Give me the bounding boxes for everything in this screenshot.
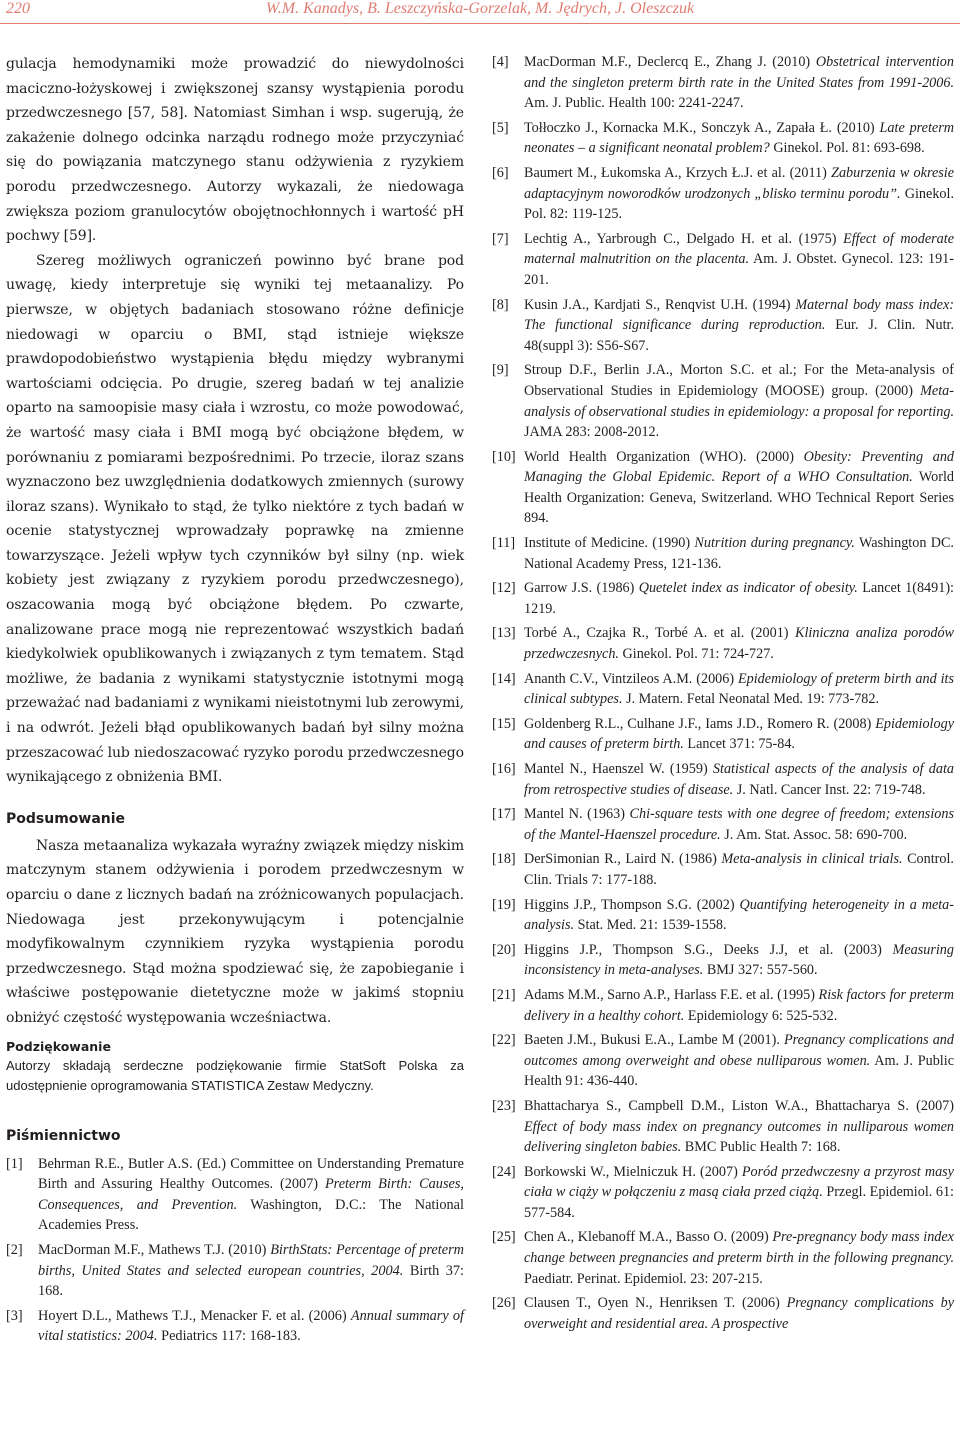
reference-num: [2] bbox=[6, 1241, 23, 1258]
reference-item bbox=[492, 163, 954, 225]
reference-num: [1] bbox=[6, 1155, 23, 1172]
reference-post: BMC Public Health 7: 168. bbox=[681, 1139, 841, 1156]
reference-pre: DerSimonian R., Laird N. (1986) bbox=[524, 851, 722, 868]
reference-pre: Stroup D.F., Berlin J.A., Morton S.C. et al.; For the Meta-analysis of Observational Studies in Epidemiology (MOOSE) group. (2000) bbox=[524, 362, 954, 399]
reference-post: Ginekol. Pol. 82: 119-125. bbox=[524, 185, 954, 223]
reference-num: [11] bbox=[492, 535, 516, 552]
reference-post: BMJ 327: 557-560. bbox=[703, 962, 818, 979]
discussion-text bbox=[6, 52, 464, 790]
reference-item bbox=[492, 533, 954, 574]
reference-title: Late preterm neonates – a significant neonatal problem? bbox=[524, 119, 954, 157]
reference-item bbox=[492, 1162, 954, 1224]
reference-post: Lancet 371: 75-84. bbox=[683, 736, 795, 753]
reference-post: Epidemiology 6: 525-532. bbox=[684, 1007, 838, 1024]
reference-title: Chi-square tests with one degree of freedom; extensions of the Mantel-Haenszel procedure. bbox=[524, 806, 954, 843]
reference-num: [23] bbox=[492, 1097, 516, 1114]
reference-pre: Ananth C.V., Vintzileos A.M. (2006) bbox=[524, 670, 738, 687]
reference-title: Pregnancy complications and outcomes among overweight and obese nulliparous women. bbox=[524, 1032, 954, 1069]
reference-post: Control. Clin. Trials 7: 177-188. bbox=[524, 851, 954, 888]
reference-title: Meta-analysis in clinical trials. bbox=[721, 851, 903, 868]
summary-text bbox=[6, 834, 464, 1031]
reference-title: Obstetrical intervention and the singleton preterm birth rate in the United States from 1991-2006. bbox=[524, 54, 954, 91]
page-header bbox=[0, 0, 960, 28]
reference-num: [6] bbox=[492, 164, 509, 181]
reference-post: J. Matern. Fetal Neonatal Med. 19: 773-782. bbox=[622, 691, 880, 708]
reference-item bbox=[492, 1030, 954, 1092]
reference-post: Przegl. Epidemiol. 61: 577-584. bbox=[524, 1184, 954, 1221]
reference-num: [9] bbox=[492, 362, 509, 379]
reference-title: Meta-analysis of observational studies in epidemiology: a proposal for reporting. bbox=[524, 382, 954, 420]
reference-num: [16] bbox=[492, 761, 516, 777]
reference-pre: Borkowski W., Mielniczuk H. (2007) bbox=[524, 1163, 742, 1180]
reference-num: [24] bbox=[492, 1163, 516, 1180]
reference-num: [26] bbox=[492, 1295, 516, 1312]
reference-post: Am. J. Public. Health 100: 2241-2247. bbox=[524, 95, 744, 112]
reference-pre: Garrow J.S. (1986) bbox=[524, 580, 639, 597]
reference-num: [7] bbox=[492, 230, 509, 247]
page-number: 220 bbox=[6, 0, 30, 17]
reference-item bbox=[492, 714, 954, 755]
reference-pre: Adams M.M., Sarno A.P., Harlass F.E. et al. (1995) bbox=[524, 986, 819, 1003]
reference-item bbox=[492, 669, 954, 710]
reference-pre: Baeten J.M., Bukusi E.A., Lambe M (2001). bbox=[524, 1032, 784, 1049]
running-head-authors: W.M. Kanadys, B. Leszczyńska-Gorzelak, M. Jędrych, J. Oleszczuk bbox=[265, 0, 695, 17]
reference-num: [5] bbox=[492, 119, 509, 136]
reference-title: Annual summary of vital statistics: 2004. bbox=[38, 1307, 464, 1345]
reference-num: [19] bbox=[492, 896, 516, 913]
reference-title: Nutrition during pregnancy. bbox=[694, 535, 855, 552]
references-heading: Piśmiennictwo bbox=[6, 1127, 121, 1144]
reference-title: Statistical aspects of the analysis of data from retrospective studies of disease. bbox=[524, 761, 955, 798]
reference-pre: MacDorman M.F., Declercq E., Zhang J. (2010) bbox=[524, 54, 816, 70]
limitations-paragraph: Szereg możliwych ograniczeń powinno być brane pod uwagę, kiedy interpretuje się wyniki tej metaanalizy. Po pierwsze, w objętych badaniach stosowano różne definicje niedowagi w oparciu o BMI, stąd istnieje większe prawdopodobieństwo wystąpienia błędu między wybranymi wartościami odcięcia. Po drugie, szereg badań w tej analizie oparto na samoopisie masy ciała i wzrostu, co może powodować, że wartość masy ciała i BMI mogą być obciążone błędem, w porównaniu z pomiarami bezpośrednimi. Po trzecie, iloraz szans wyznaczono bez uwzględnienia dodatkowych zmiennych (surowy iloraz szans). Wynikało to stąd, że tylko niektóre z tych badań w ocenie statystycznej wprowadzały poprawkę na zmienne towarzyszące. Jeżeli wpływ tych czynników był silny (np. wiek kobiety jest związany z ryzykiem porodu przedwczesnego), oszacowania mogą być obciążone błędem. Po czwarte, analizowane prace mogą nie reprezentować wszystkich badań kiedykolwiek opublikowanych i związanych z tym tematem. Stąd możliwe, że badania z wynikami statystycznie istotnymi mogą przeważać nad badaniami z wynikami nieistotnymi lub zerowymi, i na odwrót. Jeżeli błąd opublikowanych badań był silny można przeszacować lub niedoszacować ryzyko porodu przedwczesnego wynikającego z obniżenia BMI. bbox=[6, 252, 464, 786]
reference-pre: MacDorman M.F., Mathews T.J. (2010) bbox=[38, 1241, 271, 1258]
reference-title: Kliniczna analiza porodów przedwczesnych. bbox=[524, 625, 955, 663]
reference-pre: Clausen T., Oyen N., Henriksen T. (2006) bbox=[524, 1295, 787, 1312]
reference-post: Stat. Med. 21: 1539-1558. bbox=[574, 917, 727, 934]
reference-item bbox=[492, 804, 954, 845]
reference-num: [22] bbox=[492, 1032, 516, 1049]
reference-post: Am. J. Obstet. Gynecol. 123: 191-201. bbox=[524, 251, 955, 288]
reference-title: Zaburzenia w okresie adaptacyjnym noworodków urodzonych „blisko terminu porodu”. bbox=[524, 164, 955, 202]
reference-pre: Hoyert D.L., Mathews T.J., Menacker F. et al. (2006) bbox=[38, 1307, 351, 1324]
reference-title: Effect of body mass index on pregnancy outcomes in nulliparous women delivering singleton babies. bbox=[524, 1118, 954, 1156]
reference-title: Measuring inconsistency in meta-analyses. bbox=[524, 941, 954, 979]
header-rule bbox=[0, 23, 960, 24]
reference-item bbox=[6, 1240, 464, 1302]
reference-post: Eur. J. Clin. Nutr. 48(suppl 3): S56-S67. bbox=[524, 317, 954, 354]
reference-num: [12] bbox=[492, 580, 516, 597]
reference-post: Washington, D.C.: The National Academies Press. bbox=[38, 1196, 464, 1234]
reference-title: Obesity: Preventing and Managing the Global Epidemic. Report of a WHO Consultation. bbox=[524, 448, 955, 486]
reference-item bbox=[492, 895, 954, 936]
reference-pre: Institute of Medicine. (1990) bbox=[524, 535, 695, 552]
reference-item bbox=[492, 759, 954, 800]
reference-item bbox=[492, 295, 954, 357]
reference-num: [18] bbox=[492, 851, 516, 868]
reference-num: [21] bbox=[492, 986, 516, 1003]
reference-title: Pregnancy complications by overweight and residential area. A prospective bbox=[524, 1295, 954, 1332]
reference-pre: Higgins J.P., Thompson S.G., Deeks J.J, et al. (2003) bbox=[524, 941, 893, 958]
summary-paragraph: Nasza metaanaliza wykazała wyraźny związek między niskim matczynym stanem odżywienia i porodem przedwczesnym w oparciu o dane z licznych badań na zróżnicowanych populacjach. Niedowaga jest przekonywującym i potencjalnie modyfikowalnym czynnikiem ryzyka wystąpienia porodu przedwczesnego. Stąd można spodziewać się, że zapobieganie i właściwe postępowanie dietetyczne może w jakimś stopniu obniżyć częstość występowania wcześniactwa. bbox=[6, 837, 464, 1026]
reference-pre: Kusin J.A., Kardjati S., Renqvist U.H. (1994) bbox=[524, 296, 796, 313]
acknowledgement-text: Autorzy składają serdeczne podziękowanie firmie StatSoft Polska za udostępnienie oprogramowania STATISTICA Zestaw Medyczny. bbox=[6, 1057, 464, 1093]
reference-item bbox=[492, 623, 954, 664]
reference-pre: Mantel N. (1963) bbox=[524, 806, 630, 823]
reference-title: Maternal body mass index: The functional significance during reproduction. bbox=[524, 296, 954, 334]
reference-post: Am. J. Public Health 91: 436-440. bbox=[524, 1052, 954, 1090]
reference-title: Epidemiology of preterm birth and its clinical subtypes. bbox=[524, 670, 954, 708]
reference-title: Preterm Birth: Causes, Consequences, and Prevention. bbox=[38, 1176, 464, 1213]
reference-num: [17] bbox=[492, 806, 516, 823]
reference-pre: Goldenberg R.L., Culhane J.F., Iams J.D., Romero R. (2008) bbox=[524, 715, 876, 732]
reference-pre: Behrman R.E., Butler A.S. (Ed.) Committee on Understanding Premature Birth and Assuring Healthy Outcomes. (2007) bbox=[38, 1155, 464, 1193]
reference-title: Risk factors for preterm delivery in a healthy cohort. bbox=[524, 986, 954, 1024]
reference-post: J. Natl. Cancer Inst. 22: 719-748. bbox=[733, 781, 926, 798]
reference-title: Quetelet index as indicator of obesity. bbox=[638, 580, 858, 597]
reference-item bbox=[492, 849, 954, 890]
discussion-paragraph-1: gulacja hemodynamiki może prowadzić do niewydolności maciczno-łożyskowej i zwiększonej szansy wystąpienia porodu przedwczesnego [57, 58]. Natomiast Simhan i wsp. sugerują, że zakażenie dolnego odcinka narządu rodnego może przyczyniać się do powiązania matczynego stanu odżywienia z ryzykiem porodu przedwczesnego. Autorzy wykazali, że niedowaga zwiększa poziom granulocytów obojętnochłonnych i wartość pH pochwy [59]. bbox=[6, 56, 464, 245]
reference-item bbox=[492, 578, 954, 619]
summary-heading: Podsumowanie bbox=[6, 810, 126, 827]
reference-pre: Mantel N., Haenszel W. (1959) bbox=[524, 761, 713, 777]
reference-title: Quantifying heterogeneity in a meta-analysis. bbox=[524, 896, 955, 934]
reference-post: Pediatrics 117: 168-183. bbox=[157, 1328, 301, 1345]
reference-num: [10] bbox=[492, 448, 516, 465]
reference-pre: Baumert M., Łukomska A., Krzych Ł.J. et al. (2011) bbox=[524, 164, 832, 181]
reference-post: J. Am. Stat. Assoc. 58: 690-700. bbox=[720, 826, 908, 843]
reference-pre: Chen A., Klebanoff M.A., Basso O. (2009) bbox=[524, 1229, 773, 1246]
reference-item bbox=[492, 1293, 954, 1334]
reference-num: [25] bbox=[492, 1229, 516, 1246]
reference-post: JAMA 283: 2008-2012. bbox=[524, 424, 660, 441]
reference-num: [14] bbox=[492, 670, 516, 687]
right-column bbox=[492, 52, 954, 1338]
reference-title: BirthStats: Percentage of preterm births, United States and selected european countries, 2004. bbox=[38, 1241, 464, 1279]
references-list-left bbox=[6, 1154, 464, 1347]
reference-pre: Tołłoczko J., Kornacka M.K., Sonczyk A., Zapała Ł. (2010) bbox=[524, 119, 880, 136]
reference-num: [15] bbox=[492, 715, 516, 732]
reference-title: Effect of moderate maternal malnutrition on the placenta. bbox=[524, 230, 954, 268]
reference-num: [8] bbox=[492, 296, 509, 313]
reference-item bbox=[492, 1096, 954, 1158]
reference-pre: Lechtig A., Yarbrough C., Delgado H. et al. (1975) bbox=[524, 230, 844, 247]
reference-item bbox=[6, 1306, 464, 1347]
acknowledgement-heading: Podziękowanie bbox=[6, 1038, 111, 1054]
reference-num: [13] bbox=[492, 625, 516, 642]
reference-num: [20] bbox=[492, 941, 516, 958]
reference-pre: Bhattacharya S., Campbell D.M., Liston W.A., Bhattacharya S. (2007) bbox=[524, 1097, 954, 1114]
reference-item bbox=[492, 52, 954, 114]
reference-item bbox=[492, 985, 954, 1026]
reference-pre: Torbé A., Czajka R., Torbé A. et al. (2001) bbox=[524, 625, 795, 642]
reference-title: Poród przedwczesny a przyrost masy ciała w ciąży w połączeniu z masą ciała przed ciążą. bbox=[524, 1163, 954, 1201]
reference-num: [3] bbox=[6, 1307, 23, 1324]
reference-item bbox=[492, 1227, 954, 1289]
reference-item bbox=[492, 360, 954, 442]
references-list-right bbox=[492, 52, 954, 1334]
reference-pre: World Health Organization (WHO). (2000) bbox=[524, 448, 804, 465]
reference-post: Ginekol. Pol. 71: 724-727. bbox=[618, 646, 774, 663]
reference-post: Washington DC. National Academy Press, 121-136. bbox=[524, 535, 954, 572]
reference-post: Paediatr. Perinat. Epidemiol. 23: 207-215. bbox=[524, 1270, 763, 1287]
reference-item bbox=[492, 118, 954, 159]
reference-item bbox=[6, 1154, 464, 1236]
reference-title: Epidemiology and causes of preterm birth. bbox=[524, 715, 954, 753]
reference-post: Birth 37: 168. bbox=[38, 1262, 464, 1300]
reference-pre: Higgins J.P., Thompson S.G. (2002) bbox=[524, 896, 740, 913]
reference-item bbox=[492, 229, 954, 291]
reference-post: World Health Organization: Geneva, Switzerland. WHO Technical Report Series 894. bbox=[524, 469, 955, 527]
reference-item bbox=[492, 447, 954, 529]
reference-num: [4] bbox=[492, 54, 509, 70]
reference-post: Lancet 1(8491): 1219. bbox=[524, 580, 954, 617]
reference-item bbox=[492, 940, 954, 981]
reference-title: Pre-pregnancy body mass index change between pregnancies and preterm birth in the following pregnancy. bbox=[524, 1229, 954, 1267]
left-column bbox=[6, 52, 464, 1351]
reference-post: Ginekol. Pol. 81: 693-698. bbox=[769, 140, 925, 157]
